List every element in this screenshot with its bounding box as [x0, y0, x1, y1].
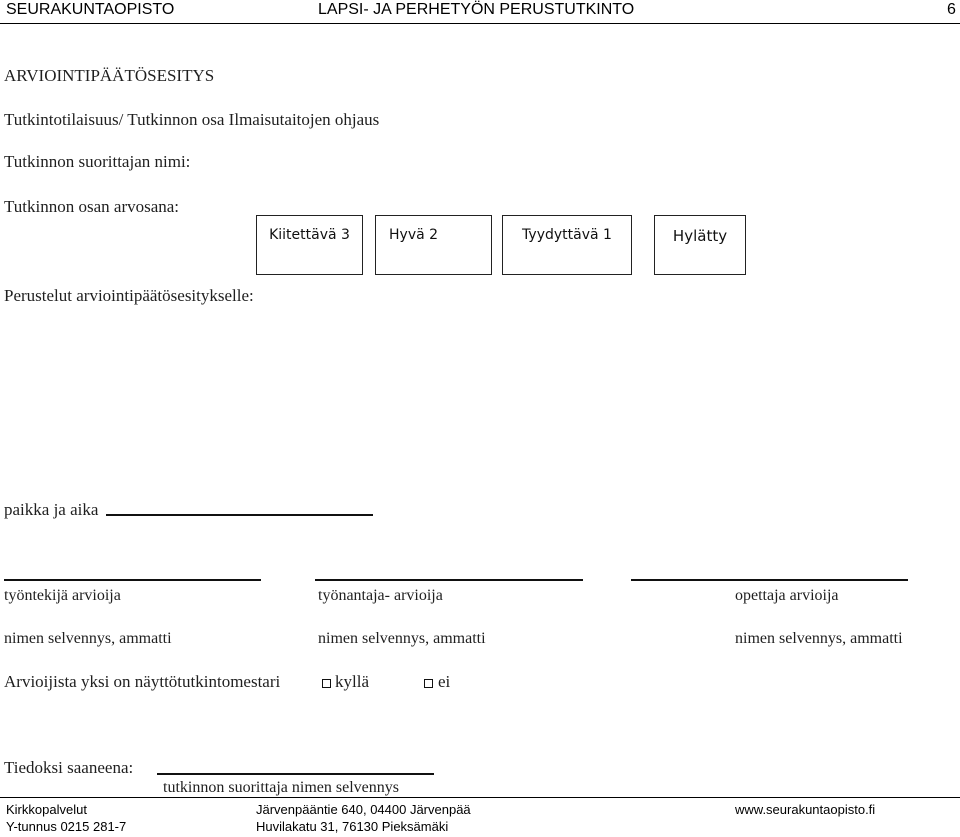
- grade-box-excellent[interactable]: [256, 215, 363, 275]
- employee-name-clarification: nimen selvennys, ammatti: [4, 630, 172, 647]
- teacher-name-clarification: nimen selvennys, ammatti: [735, 630, 903, 647]
- yes-checkbox[interactable]: [322, 679, 331, 688]
- candidate-signature-line[interactable]: [157, 773, 434, 775]
- footer-address-2: Huvilakatu 31, 76130 Pieksämäki: [256, 819, 449, 834]
- header-org-name: SEURAKUNTAOPISTO: [6, 1, 175, 18]
- grade-box-fail[interactable]: [654, 215, 746, 275]
- header-divider: [0, 23, 960, 24]
- candidate-signature-label: tutkinnon suorittaja nimen selvennys: [163, 779, 399, 796]
- footer-address-1: Järvenpääntie 640, 04400 Järvenpää: [256, 802, 471, 817]
- footer-org: Kirkkopalvelut: [6, 802, 87, 817]
- header-degree-title: LAPSI- JA PERHETYÖN PERUSTUTKINTO: [318, 1, 635, 18]
- form-title: ARVIOINTIPÄÄTÖSESITYS: [4, 66, 215, 85]
- footer-business-id: Y-tunnus 0215 281-7: [6, 819, 127, 834]
- grade-box-excellent-label: Kiitettävä 3: [269, 227, 350, 243]
- footer-website[interactable]: www.seurakuntaopisto.fi: [735, 802, 876, 817]
- exam-info-line: Tutkintotilaisuus/ Tutkinnon osa Ilmaisutaitojen ohjaus: [4, 110, 380, 129]
- grade-box-satisfactory[interactable]: [502, 215, 632, 275]
- employee-assessor-label: työntekijä arvioija: [4, 587, 121, 604]
- place-time-line[interactable]: [106, 514, 373, 516]
- grade-box-fail-label: Hylätty: [672, 227, 728, 245]
- candidate-name-label: Tutkinnon suorittajan nimi:: [4, 152, 191, 171]
- no-checkbox[interactable]: [424, 679, 433, 688]
- no-label: ei: [438, 672, 451, 691]
- master-question-label: Arvioijista yksi on näyttötutkintomestari: [4, 672, 281, 691]
- grade-box-satisfactory-label: Tyydyttävä 1: [522, 227, 612, 243]
- signature-line-employer-assessor[interactable]: [315, 579, 583, 581]
- place-time-label: paikka ja aika: [4, 500, 99, 519]
- header-page-number: 6: [947, 1, 956, 18]
- signature-line-teacher-assessor[interactable]: [631, 579, 908, 581]
- acknowledged-label: Tiedoksi saaneena:: [4, 758, 134, 777]
- grade-label: Tutkinnon osan arvosana:: [4, 197, 180, 216]
- yes-label: kyllä: [335, 672, 369, 691]
- grade-box-good[interactable]: [375, 215, 492, 275]
- employer-assessor-label: työnantaja- arvioija: [318, 587, 443, 604]
- employer-name-clarification: nimen selvennys, ammatti: [318, 630, 486, 647]
- teacher-assessor-label: opettaja arvioija: [735, 587, 839, 604]
- footer-divider: [0, 797, 960, 798]
- grade-box-good-label: Hyvä 2: [389, 227, 439, 243]
- signature-line-employee-assessor[interactable]: [4, 579, 261, 581]
- rationale-label: Perustelut arviointipäätösesitykselle:: [4, 286, 254, 305]
